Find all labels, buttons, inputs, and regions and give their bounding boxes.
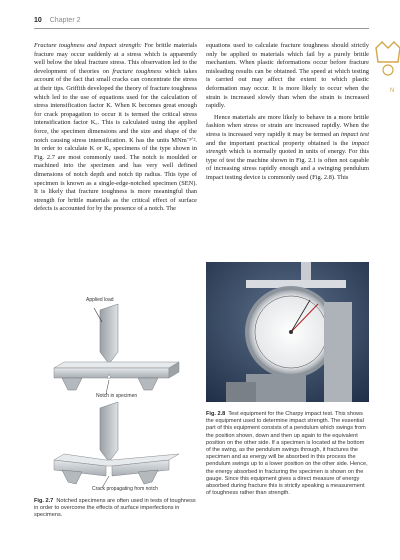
- specimen-bar-top: [54, 362, 179, 368]
- specimen-bar-front: [54, 368, 169, 378]
- left-text-column: [34, 42, 197, 217]
- label-crack: Crack propagating from notch: [92, 486, 158, 492]
- page-number: 10: [34, 17, 42, 24]
- support-right: [138, 378, 158, 390]
- header-rule: [34, 28, 369, 29]
- paragraph: Hence materials are more likely to behave in a more brittle fashion when stress or strain are increased rapidly. When the stress is increased very rapidly it may be termed an impact test and the important practical property obtained is the impact strength which is normally quoted in units of energy. For this type of test the machine shown in Fig. 2.1 is often not capable of increasing stress rapidly enough and a swinging pendulum impact testing device is commonly used (Fig. 2.8). This: [206, 113, 369, 181]
- fig-2-8-caption: Fig. 2.8 Test equipment for the Charpy impact test. This shows the equipment used to determine impact strength. The essential part of this equipment consists of a pendulum which swings from the position shown, down and then up again to the equivalent position on the other side. If a specimen is located at the bottom of the swing, as the pendulum swings through, it fractures the specimen and as energy will be absorbed in this process the pendulum swings up to a lower position on the other side. Hence, the energy absorbed in fracturing the specimen is shown on the gauge. Since this equipment gives a direct measure of energy absorbed during fracture this is strictly speaking a measurement of toughness rather than strength.: [206, 411, 368, 497]
- paragraph: equations used to calculate fracture toughness should strictly only be applied to materials which fail by a purely brittle mechanism. When plastic deformations occur before fracture misleading results can be obtained. The speed at which testing is carried out may affect the extent to which plastic deformation may occur. It is more likely to occur when the strain is increased slowly than when the strain is increased rapidly.: [206, 42, 369, 110]
- running-header: [34, 17, 81, 24]
- svg-text:N: N: [390, 88, 395, 94]
- publisher-watermark-logo: [368, 40, 400, 120]
- fig-2-7-caption: Fig. 2.7 Notched specimens are often used in tests of toughness in order to overcome the effects of surface imperfections in specimens.: [34, 498, 196, 519]
- load-wedge: [100, 304, 118, 364]
- support-left: [62, 378, 82, 390]
- chapter-title: Chapter 2: [49, 17, 81, 24]
- fig-2-8-photo: [206, 262, 369, 402]
- label-notch: Notch in specimen: [96, 393, 138, 399]
- label-applied-load: Applied load: [86, 297, 114, 303]
- load-wedge-lower: [100, 402, 118, 462]
- paragraph: Fracture toughness and impact strength: For brittle materials fracture may occur suddenly at a stress which is apparently well below the ideal fracture stress. This observation led to the development of theories on fracture toughness which takes account of the fact that small cracks can concentrate the stress at their tips. Griffith developed the theory of fracture toughness which led to the use of equations used for the calculation of stress intensification factor K. When K becomes great enough for crack propagation to occur it is termed the critical stress intensification factor K꜀. This is calculated using the applied force, the specimen dimensions and the size and shape of the notch causing stress intensification. K has the units MNm⁻³ᐟ². In order to calculate K or K꜀ specimens of the type shown in Fig. 2.7 are most commonly used. The notch is moulded or machined into the specimen and has very well defined dimensions of notch depth and notch tip radius. This type of specimen is known as a single-edge-notched specimen (SEN). It is likely that fracture toughness is more meaningful than strength for brittle materials as the critical effect of surface defects is accounted for by the presence of a notch. The: [34, 42, 198, 213]
- right-text-column: [206, 42, 369, 186]
- run-in-heading: Fracture toughness and impact strength:: [34, 42, 142, 49]
